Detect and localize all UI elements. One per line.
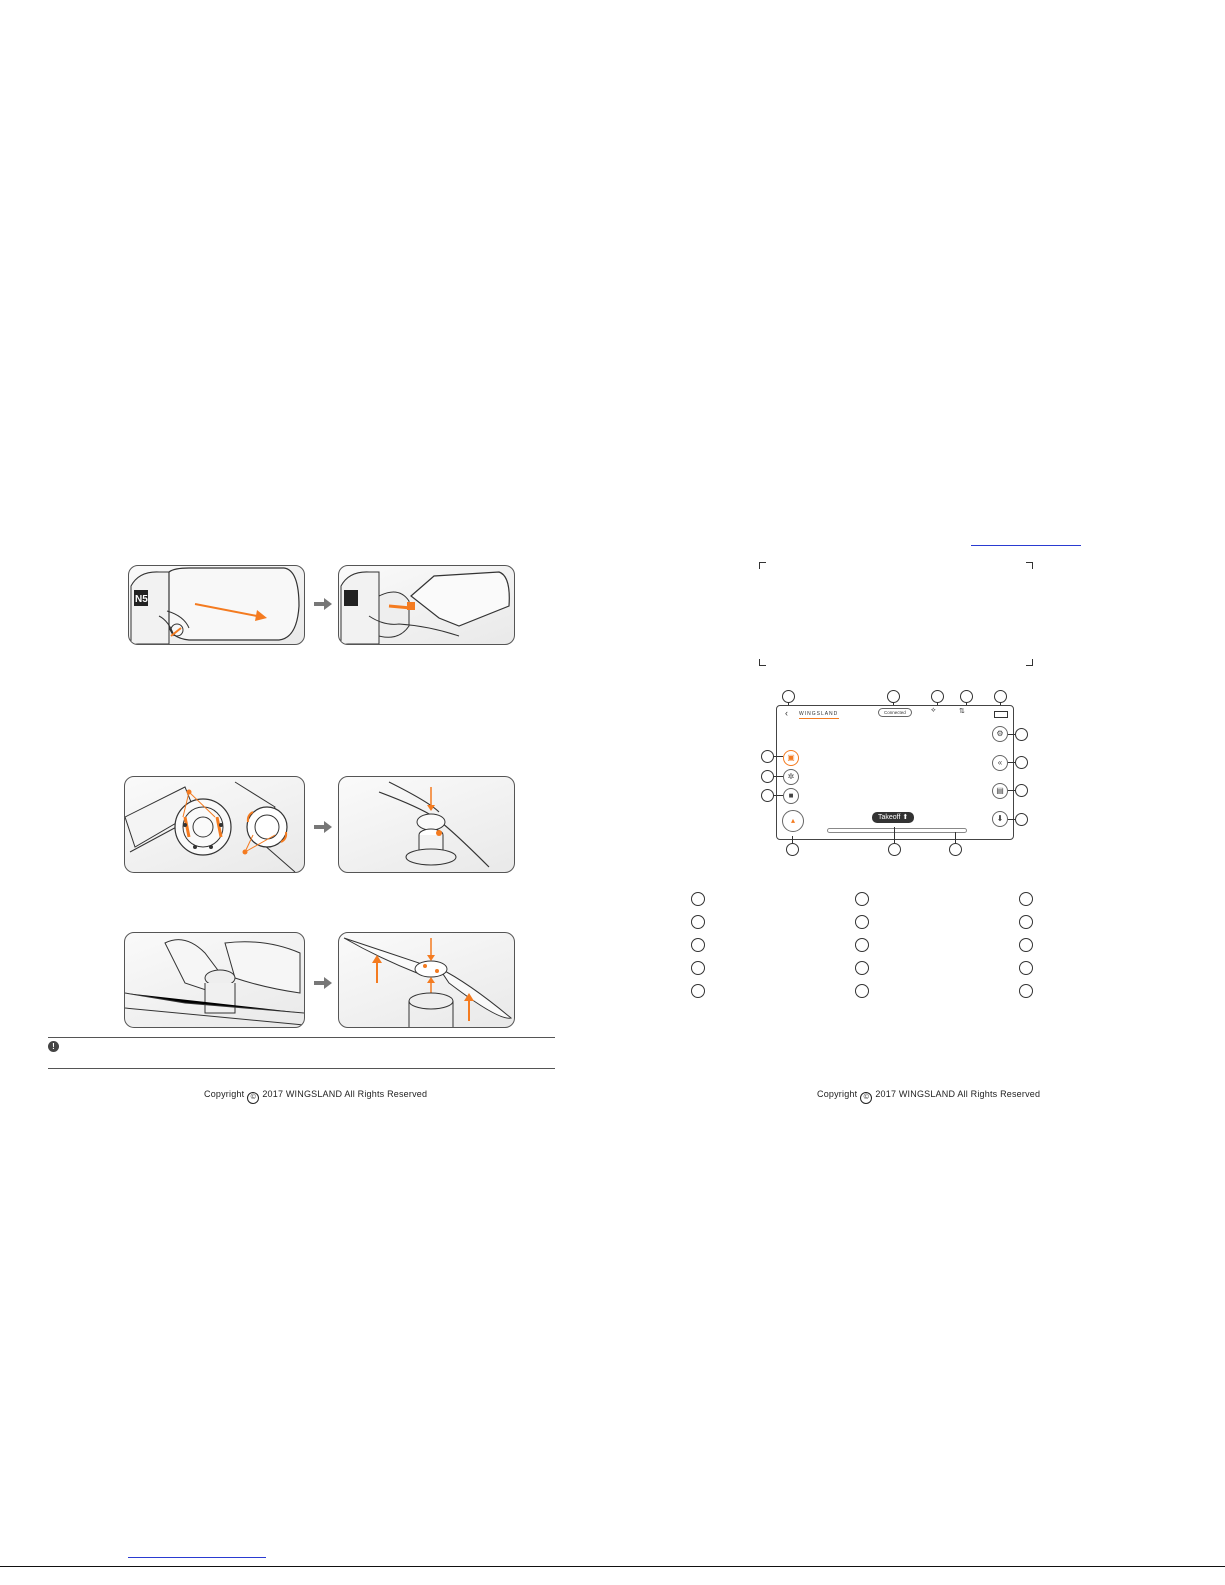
corner-mark	[1026, 659, 1033, 666]
battery-icon	[994, 711, 1008, 718]
legend-marker-12	[1019, 915, 1033, 929]
legend-marker-3	[691, 938, 705, 952]
illustration-gimbal-clamp-removed	[338, 565, 515, 645]
brand-underline	[799, 718, 839, 719]
callout-10	[1015, 756, 1028, 769]
illustration-propeller-lock-press	[124, 932, 305, 1028]
app-brand: WINGSLAND	[799, 711, 839, 717]
legend-marker-6	[855, 892, 869, 906]
callout-leader	[894, 827, 895, 843]
left-copyright	[204, 1089, 427, 1104]
callout-15	[949, 843, 962, 856]
status-bar-track	[827, 828, 967, 833]
shutter-icon[interactable]: ✲	[783, 769, 799, 785]
corner-mark	[1026, 562, 1033, 569]
corner-mark	[759, 562, 766, 569]
legend-marker-5	[691, 984, 705, 998]
copyright-symbol: ©	[247, 1092, 259, 1104]
hyperlink-underline[interactable]	[971, 545, 1081, 546]
callout-leader	[773, 756, 783, 757]
video-mode-icon[interactable]: ■	[783, 788, 799, 804]
legend-marker-13	[1019, 938, 1033, 952]
callout-leader	[1008, 734, 1015, 735]
callout-leader	[1008, 762, 1015, 763]
app-screen	[776, 705, 1014, 840]
callout-9	[1015, 728, 1028, 741]
note-bottom-rule	[48, 1068, 555, 1069]
step-arrow-icon	[314, 821, 332, 833]
note-top-rule	[48, 1037, 555, 1038]
callout-13	[786, 843, 799, 856]
takeoff-button[interactable]	[872, 812, 914, 823]
legend-marker-4	[691, 961, 705, 975]
legend-marker-8	[855, 938, 869, 952]
legend-marker-10	[855, 984, 869, 998]
callout-11	[1015, 784, 1028, 797]
callout-leader	[1008, 790, 1015, 791]
drone-signal-icon: ⟡	[931, 707, 936, 714]
legend-marker-1	[691, 892, 705, 906]
callout-leader	[1008, 819, 1015, 820]
illustration-gimbal-clamp-removal	[128, 565, 305, 645]
landing-icon[interactable]: ⬇	[992, 811, 1008, 827]
step-arrow-icon	[314, 598, 332, 610]
copyright-prefix: Copyright	[204, 1089, 245, 1099]
back-icon[interactable]: ‹	[785, 708, 788, 718]
legend-marker-14	[1019, 961, 1033, 975]
settings-icon[interactable]: ⚙	[992, 726, 1008, 742]
copyright-prefix: Copyright	[817, 1089, 858, 1099]
copyright-suffix: 2017 WINGSLAND All Rights Reserved	[875, 1089, 1041, 1099]
copyright-symbol: ©	[860, 1092, 872, 1104]
corner-mark	[759, 659, 766, 666]
callout-leader	[792, 836, 793, 843]
compass-icon[interactable]: ▴	[782, 810, 804, 832]
connection-status-badge: Connected	[878, 708, 912, 717]
legend-marker-7	[855, 915, 869, 929]
illustration-propeller-attach	[338, 776, 515, 873]
camera-mode-icon[interactable]: ▤	[992, 783, 1008, 799]
callout-leader	[955, 832, 956, 843]
arrow-up-icon: ⬆	[902, 814, 909, 821]
copyright-suffix: 2017 WINGSLAND All Rights Reserved	[262, 1089, 428, 1099]
step-arrow-icon	[314, 977, 332, 989]
legend-marker-15	[1019, 984, 1033, 998]
callout-12	[1015, 813, 1028, 826]
takeoff-label: Takeoff	[878, 814, 901, 821]
right-copyright	[817, 1089, 1040, 1104]
illustration-motor-propeller-marks	[124, 776, 305, 873]
photo-mode-icon[interactable]: ▣	[783, 750, 799, 766]
image-frame	[759, 562, 1033, 666]
remote-signal-icon: ⇅	[959, 708, 965, 715]
return-home-icon[interactable]: «	[992, 755, 1008, 771]
legend-marker-11	[1019, 892, 1033, 906]
warning-icon: !	[48, 1041, 59, 1052]
illustration-propeller-locked	[338, 932, 515, 1028]
brand-mark: N5	[135, 594, 148, 605]
callout-14	[888, 843, 901, 856]
legend-marker-9	[855, 961, 869, 975]
legend-marker-2	[691, 915, 705, 929]
bottom-hyperlink-underline[interactable]	[128, 1557, 266, 1558]
page-bottom-rule	[0, 1566, 1225, 1567]
callout-leader	[773, 776, 783, 777]
callout-leader	[773, 795, 783, 796]
